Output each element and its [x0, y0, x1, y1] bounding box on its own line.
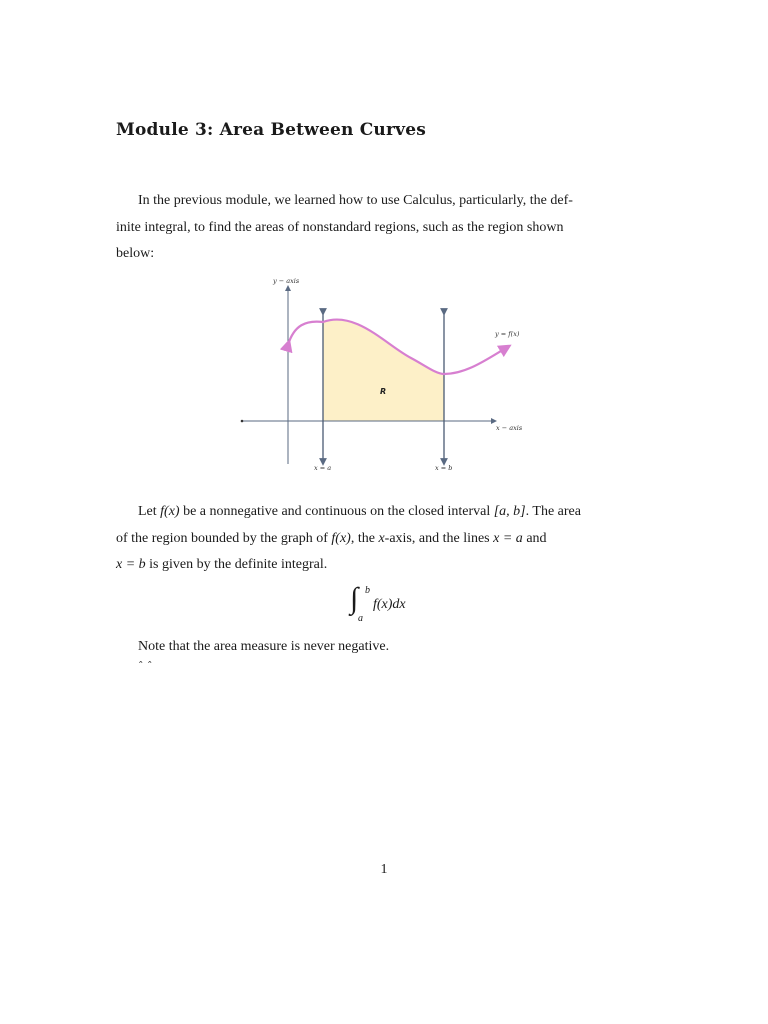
definition-line-3: [116, 552, 653, 579]
area-under-curve-figure: [236, 270, 536, 480]
intro-line-3: below:: [116, 246, 155, 261]
math-run: f(x): [160, 504, 180, 519]
math-run: x = b: [116, 557, 146, 572]
integral-sign: ∫: [350, 582, 359, 615]
text-run: . The area: [525, 504, 581, 519]
text-run: Let: [138, 504, 161, 519]
line-a-label: x = a: [314, 464, 332, 472]
y-axis-label: y − axis: [273, 277, 300, 285]
definition-paragraph: [116, 499, 653, 579]
intro-paragraph: [116, 188, 653, 268]
math-run: x = a: [493, 530, 523, 546]
math-run: x: [378, 530, 385, 546]
definition-line-2: [116, 526, 653, 553]
intro-line-2: inite integral, to find the areas of nonstandard regions, such as the region shown: [116, 219, 564, 235]
curve-label: y = f(x): [495, 330, 520, 338]
definition-line-1: [116, 499, 653, 526]
text-run: of the region bounded by the graph of: [116, 530, 332, 546]
text-run: and: [522, 530, 547, 546]
definite-integral-formula: [350, 582, 470, 628]
text-run: -axis, and the lines: [384, 530, 494, 546]
text-run: is given by the definite integral.: [145, 557, 328, 572]
section-title: Module 3: Area Between Curves: [116, 120, 427, 140]
x-axis-label: x − axis: [496, 424, 523, 432]
integral-upper-limit: b: [365, 585, 370, 596]
text-run: , the: [350, 530, 379, 546]
stray-marks: ˆ ˆ: [138, 660, 153, 673]
math-run: [a, b]: [493, 504, 526, 519]
text-run: be a nonnegative and continuous on the closed interval: [179, 504, 494, 519]
note-paragraph: [116, 634, 653, 661]
math-run: f(x): [331, 530, 351, 546]
integral-lower-limit: a: [358, 613, 363, 624]
note-line: Note that the area measure is never negative.: [138, 639, 390, 654]
x-axis-origin-dot: [241, 420, 244, 423]
intro-line-1: In the previous module, we learned how to use Calculus, particularly, the def-: [138, 193, 573, 208]
page-number: 1: [380, 862, 388, 877]
region-label: R: [380, 387, 387, 396]
region-r-fill: [323, 320, 444, 421]
line-b-label: x = b: [435, 464, 453, 472]
integrand: f(x)dx: [373, 597, 406, 612]
